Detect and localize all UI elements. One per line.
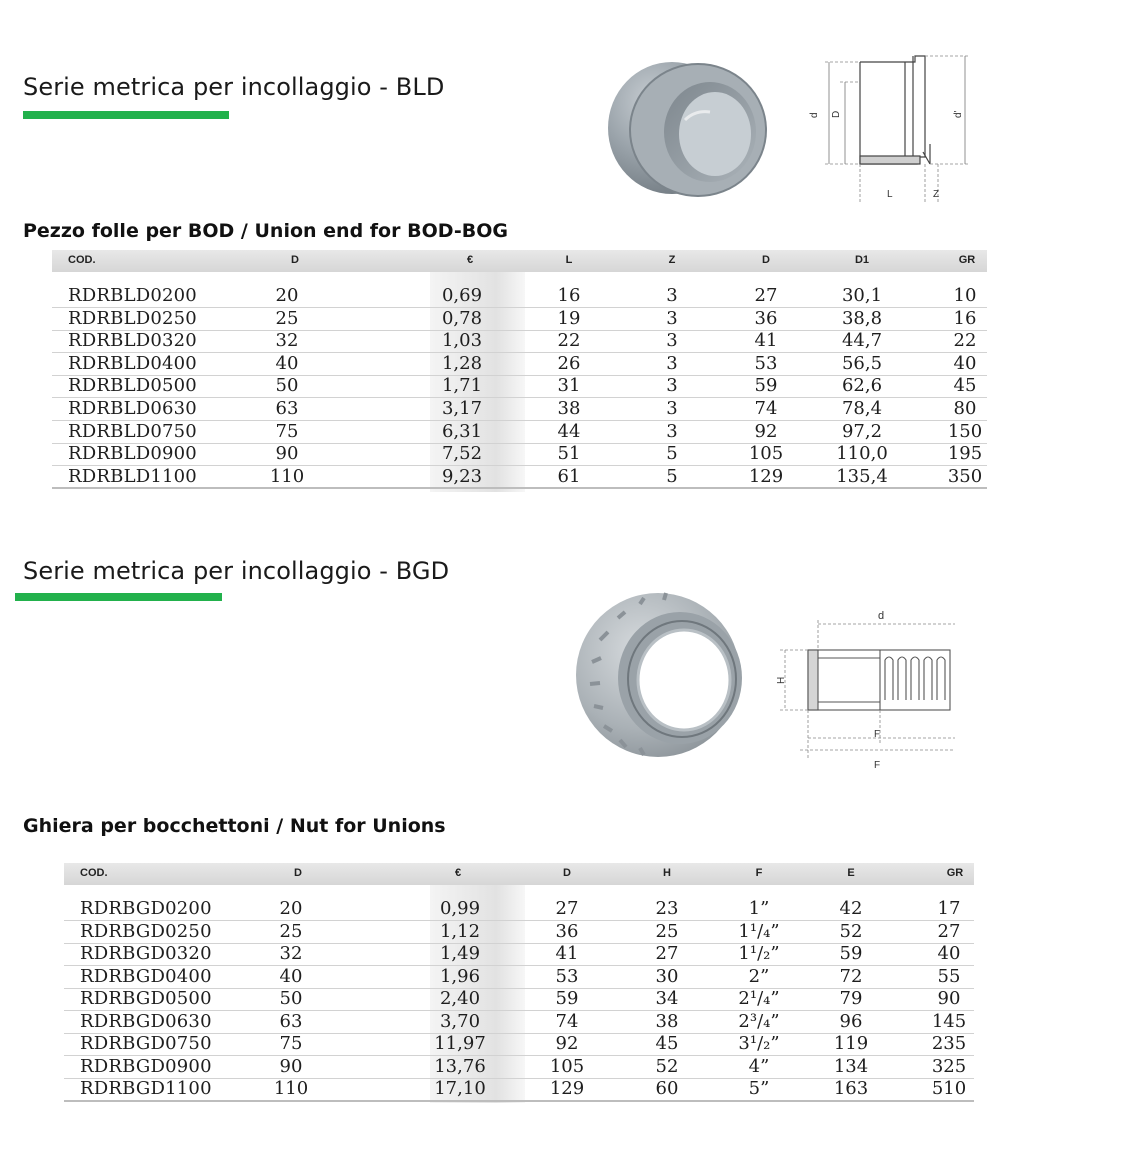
table-cell: 26 xyxy=(557,352,581,374)
table-bottom-rule xyxy=(64,1100,974,1102)
bgd-col-gr: GR xyxy=(946,867,964,879)
table-row xyxy=(52,352,987,376)
table-row xyxy=(52,465,987,489)
table-cell: 20 xyxy=(279,898,303,919)
table-bottom-rule xyxy=(52,487,987,489)
table-cell: 44,7 xyxy=(841,330,883,352)
table-row xyxy=(64,1010,974,1034)
table-cell: 61 xyxy=(557,465,581,487)
bld-col-z: Z xyxy=(668,254,676,266)
table-cell: 53 xyxy=(754,352,778,374)
table-row xyxy=(64,942,974,966)
table-cell: 129 xyxy=(549,1078,585,1099)
table-cell: 1¹/₂” xyxy=(738,943,780,964)
table-cell: RDRBLD0400 xyxy=(68,352,197,374)
table-cell: 20 xyxy=(275,285,299,306)
table-cell: 92 xyxy=(754,420,778,442)
table-cell: 4” xyxy=(748,1055,770,1077)
bld-technical-drawing xyxy=(805,52,980,207)
bgd-col-f: F xyxy=(755,867,763,879)
bgd-dim-F2-label: F xyxy=(874,760,881,771)
table-cell: 72 xyxy=(839,965,863,987)
bgd-col-price: € xyxy=(454,867,462,879)
table-cell: 5 xyxy=(666,443,678,465)
table-cell: 3 xyxy=(666,398,678,419)
table-row xyxy=(64,1055,974,1079)
table-cell: 90 xyxy=(937,988,961,1009)
bld-dim-D-label: D xyxy=(831,110,842,118)
table-cell: 45 xyxy=(655,1033,679,1054)
table-cell: RDRBGD0250 xyxy=(80,920,212,942)
bld-dim-Z-label: Z xyxy=(933,189,940,200)
table-cell: 80 xyxy=(953,398,977,419)
table-cell: 41 xyxy=(555,943,579,964)
table-cell: 5” xyxy=(748,1078,770,1099)
bgd-col-cod: COD. xyxy=(80,867,108,879)
table-cell: 27 xyxy=(555,898,579,919)
table-cell: 44 xyxy=(557,420,581,442)
table-cell: 60 xyxy=(655,1078,679,1099)
table-cell: 27 xyxy=(754,285,778,306)
bgd-product-image xyxy=(570,580,760,760)
table-cell: 52 xyxy=(655,1055,679,1077)
table-cell: 40 xyxy=(937,943,961,964)
table-row xyxy=(64,987,974,1011)
table-cell: 42 xyxy=(839,898,863,919)
table-cell: 350 xyxy=(947,465,983,487)
table-cell: 50 xyxy=(279,988,303,1009)
bgd-col-dd: D xyxy=(563,867,571,879)
table-cell: 150 xyxy=(947,420,983,442)
bld-dim-d1-label: d' xyxy=(953,110,964,118)
table-cell: 51 xyxy=(557,443,581,465)
table-cell: 134 xyxy=(833,1055,869,1077)
table-cell: RDRBGD0630 xyxy=(80,1010,212,1032)
table-cell: 97,2 xyxy=(841,420,883,442)
table-cell: 59 xyxy=(754,375,778,397)
table-cell: 9,23 xyxy=(441,465,483,487)
table-cell: 75 xyxy=(275,420,299,442)
table-cell: 3 xyxy=(666,285,678,306)
bld-section-title: Serie metrica per incollaggio - BLD xyxy=(23,73,445,101)
table-row xyxy=(64,1077,974,1101)
table-cell: 90 xyxy=(275,443,299,465)
bld-product-image xyxy=(600,50,775,200)
table-cell: 27 xyxy=(655,943,679,964)
bgd-table xyxy=(64,863,974,1103)
bgd-section-title: Serie metrica per incollaggio - BGD xyxy=(23,557,450,585)
table-cell: 3 xyxy=(666,375,678,397)
table-cell: 195 xyxy=(947,443,983,465)
table-cell: 6,31 xyxy=(441,420,483,442)
bld-col-gr: GR xyxy=(958,254,976,266)
table-cell: 16 xyxy=(953,307,977,329)
table-cell: 25 xyxy=(655,920,679,942)
table-cell: RDRBLD0630 xyxy=(68,398,197,419)
table-cell: 2” xyxy=(748,965,770,987)
table-cell: 59 xyxy=(555,988,579,1009)
table-cell: 105 xyxy=(549,1055,585,1077)
table-cell: 3 xyxy=(666,307,678,329)
table-cell: RDRBLD0250 xyxy=(68,307,197,329)
table-cell: 7,52 xyxy=(441,443,483,465)
table-cell: RDRBLD0500 xyxy=(68,375,197,397)
table-row xyxy=(64,965,974,989)
table-cell: 56,5 xyxy=(841,352,883,374)
table-cell: 1,12 xyxy=(439,920,481,942)
table-cell: 78,4 xyxy=(841,398,883,419)
bgd-table-header xyxy=(64,863,974,885)
table-cell: 145 xyxy=(931,1010,967,1032)
table-cell: RDRBGD1100 xyxy=(80,1078,212,1099)
table-cell: 0,78 xyxy=(441,307,483,329)
table-cell: 55 xyxy=(937,965,961,987)
table-cell: 32 xyxy=(275,330,299,352)
bgd-dim-H-label: H xyxy=(776,676,787,684)
bld-subtitle: Pezzo folle per BOD / Union end for BOD-BOG xyxy=(23,220,508,242)
table-cell: 74 xyxy=(754,398,778,419)
table-cell: 23 xyxy=(655,898,679,919)
bld-dim-L-label: L xyxy=(887,189,893,200)
table-cell: 40 xyxy=(275,352,299,374)
table-cell: 36 xyxy=(754,307,778,329)
table-cell: 34 xyxy=(655,988,679,1009)
table-cell: 30 xyxy=(655,965,679,987)
table-row xyxy=(52,329,987,353)
table-cell: 38,8 xyxy=(841,307,883,329)
table-cell: 79 xyxy=(839,988,863,1009)
table-cell: 52 xyxy=(839,920,863,942)
table-cell: 163 xyxy=(833,1078,869,1099)
table-cell: 129 xyxy=(748,465,784,487)
bgd-subtitle: Ghiera per bocchettoni / Nut for Unions xyxy=(23,815,446,837)
table-cell: 32 xyxy=(279,943,303,964)
bgd-dim-F-label: F xyxy=(874,729,881,740)
table-cell: 1,49 xyxy=(439,943,481,964)
table-cell: 3 xyxy=(666,352,678,374)
table-cell: 11,97 xyxy=(434,1033,486,1054)
table-row xyxy=(64,1032,974,1056)
table-cell: RDRBLD0750 xyxy=(68,420,197,442)
table-cell: 30,1 xyxy=(841,285,883,306)
bld-table xyxy=(52,250,987,492)
table-cell: 27 xyxy=(937,920,961,942)
bld-col-price: € xyxy=(466,254,474,266)
table-cell: 63 xyxy=(275,398,299,419)
table-cell: RDRBGD0200 xyxy=(80,898,212,919)
table-cell: RDRBGD0500 xyxy=(80,988,212,1009)
table-cell: 119 xyxy=(833,1033,869,1054)
table-cell: 25 xyxy=(275,307,299,329)
table-cell: 17,10 xyxy=(434,1078,486,1099)
table-cell: 92 xyxy=(555,1033,579,1054)
table-cell: 41 xyxy=(754,330,778,352)
table-cell: 1” xyxy=(748,898,770,919)
table-cell: 3 xyxy=(666,330,678,352)
table-cell: 1,28 xyxy=(441,352,483,374)
table-cell: RDRBGD0750 xyxy=(80,1033,212,1054)
table-row xyxy=(52,442,987,466)
table-cell: RDRBLD1100 xyxy=(68,465,197,487)
table-cell: 110,0 xyxy=(836,443,888,465)
table-cell: RDRBLD0900 xyxy=(68,443,197,465)
table-cell: 510 xyxy=(931,1078,967,1099)
bgd-col-e: E xyxy=(847,867,855,879)
bld-dim-d-label: d xyxy=(809,112,820,118)
table-cell: 5 xyxy=(666,465,678,487)
table-cell: 59 xyxy=(839,943,863,964)
table-cell: RDRBLD0320 xyxy=(68,330,197,352)
table-cell: RDRBGD0900 xyxy=(80,1055,212,1077)
bgd-technical-drawing xyxy=(770,600,955,775)
bgd-col-h: H xyxy=(663,867,671,879)
table-cell: 45 xyxy=(953,375,977,397)
table-cell: 1,03 xyxy=(441,330,483,352)
table-cell: 96 xyxy=(839,1010,863,1032)
table-cell: 22 xyxy=(557,330,581,352)
table-row xyxy=(52,397,987,421)
table-cell: 19 xyxy=(557,307,581,329)
table-cell: 3 xyxy=(666,420,678,442)
table-cell: 62,6 xyxy=(841,375,883,397)
bgd-dim-d-label: d xyxy=(878,610,885,622)
table-cell: RDRBGD0400 xyxy=(80,965,212,987)
table-cell: 0,99 xyxy=(439,898,481,919)
table-cell: 25 xyxy=(279,920,303,942)
table-cell: 36 xyxy=(555,920,579,942)
table-cell: RDRBLD0200 xyxy=(68,285,197,306)
bgd-col-d: D xyxy=(294,867,302,879)
table-cell: 325 xyxy=(931,1055,967,1077)
table-cell: 31 xyxy=(557,375,581,397)
table-row xyxy=(64,920,974,944)
table-row xyxy=(52,374,987,398)
bld-col-d1: D1 xyxy=(854,254,870,266)
table-cell: 0,69 xyxy=(441,285,483,306)
table-cell: 90 xyxy=(279,1055,303,1077)
bld-title-underline xyxy=(23,111,229,119)
table-cell: 53 xyxy=(555,965,579,987)
table-cell: 110 xyxy=(269,465,305,487)
table-cell: RDRBGD0320 xyxy=(80,943,212,964)
table-cell: 50 xyxy=(275,375,299,397)
bld-col-d: D xyxy=(291,254,299,266)
table-cell: 3¹/₂” xyxy=(738,1033,780,1054)
table-cell: 63 xyxy=(279,1010,303,1032)
table-row xyxy=(64,897,974,921)
table-cell: 74 xyxy=(555,1010,579,1032)
bld-col-cod: COD. xyxy=(68,254,96,266)
bld-table-header xyxy=(52,250,987,272)
table-cell: 110 xyxy=(273,1078,309,1099)
table-cell: 17 xyxy=(937,898,961,919)
table-cell: 2¹/₄” xyxy=(738,988,780,1009)
table-cell: 38 xyxy=(557,398,581,419)
table-cell: 105 xyxy=(748,443,784,465)
table-cell: 2³/₄” xyxy=(738,1010,780,1032)
table-cell: 38 xyxy=(655,1010,679,1032)
table-cell: 10 xyxy=(953,285,977,306)
table-row xyxy=(52,284,987,308)
table-row xyxy=(52,307,987,331)
bld-col-dd: D xyxy=(762,254,770,266)
table-cell: 135,4 xyxy=(836,465,888,487)
table-cell: 2,40 xyxy=(439,988,481,1009)
table-cell: 16 xyxy=(557,285,581,306)
bld-col-l: L xyxy=(565,254,573,266)
bgd-title-underline xyxy=(15,593,222,601)
table-cell: 3,70 xyxy=(439,1010,481,1032)
table-cell: 1¹/₄” xyxy=(738,920,780,942)
table-cell: 22 xyxy=(953,330,977,352)
table-cell: 13,76 xyxy=(434,1055,486,1077)
table-cell: 235 xyxy=(931,1033,967,1054)
table-cell: 3,17 xyxy=(441,398,483,419)
table-cell: 40 xyxy=(279,965,303,987)
table-cell: 75 xyxy=(279,1033,303,1054)
table-cell: 40 xyxy=(953,352,977,374)
table-cell: 1,71 xyxy=(441,375,483,397)
table-row xyxy=(52,420,987,444)
table-cell: 1,96 xyxy=(439,965,481,987)
